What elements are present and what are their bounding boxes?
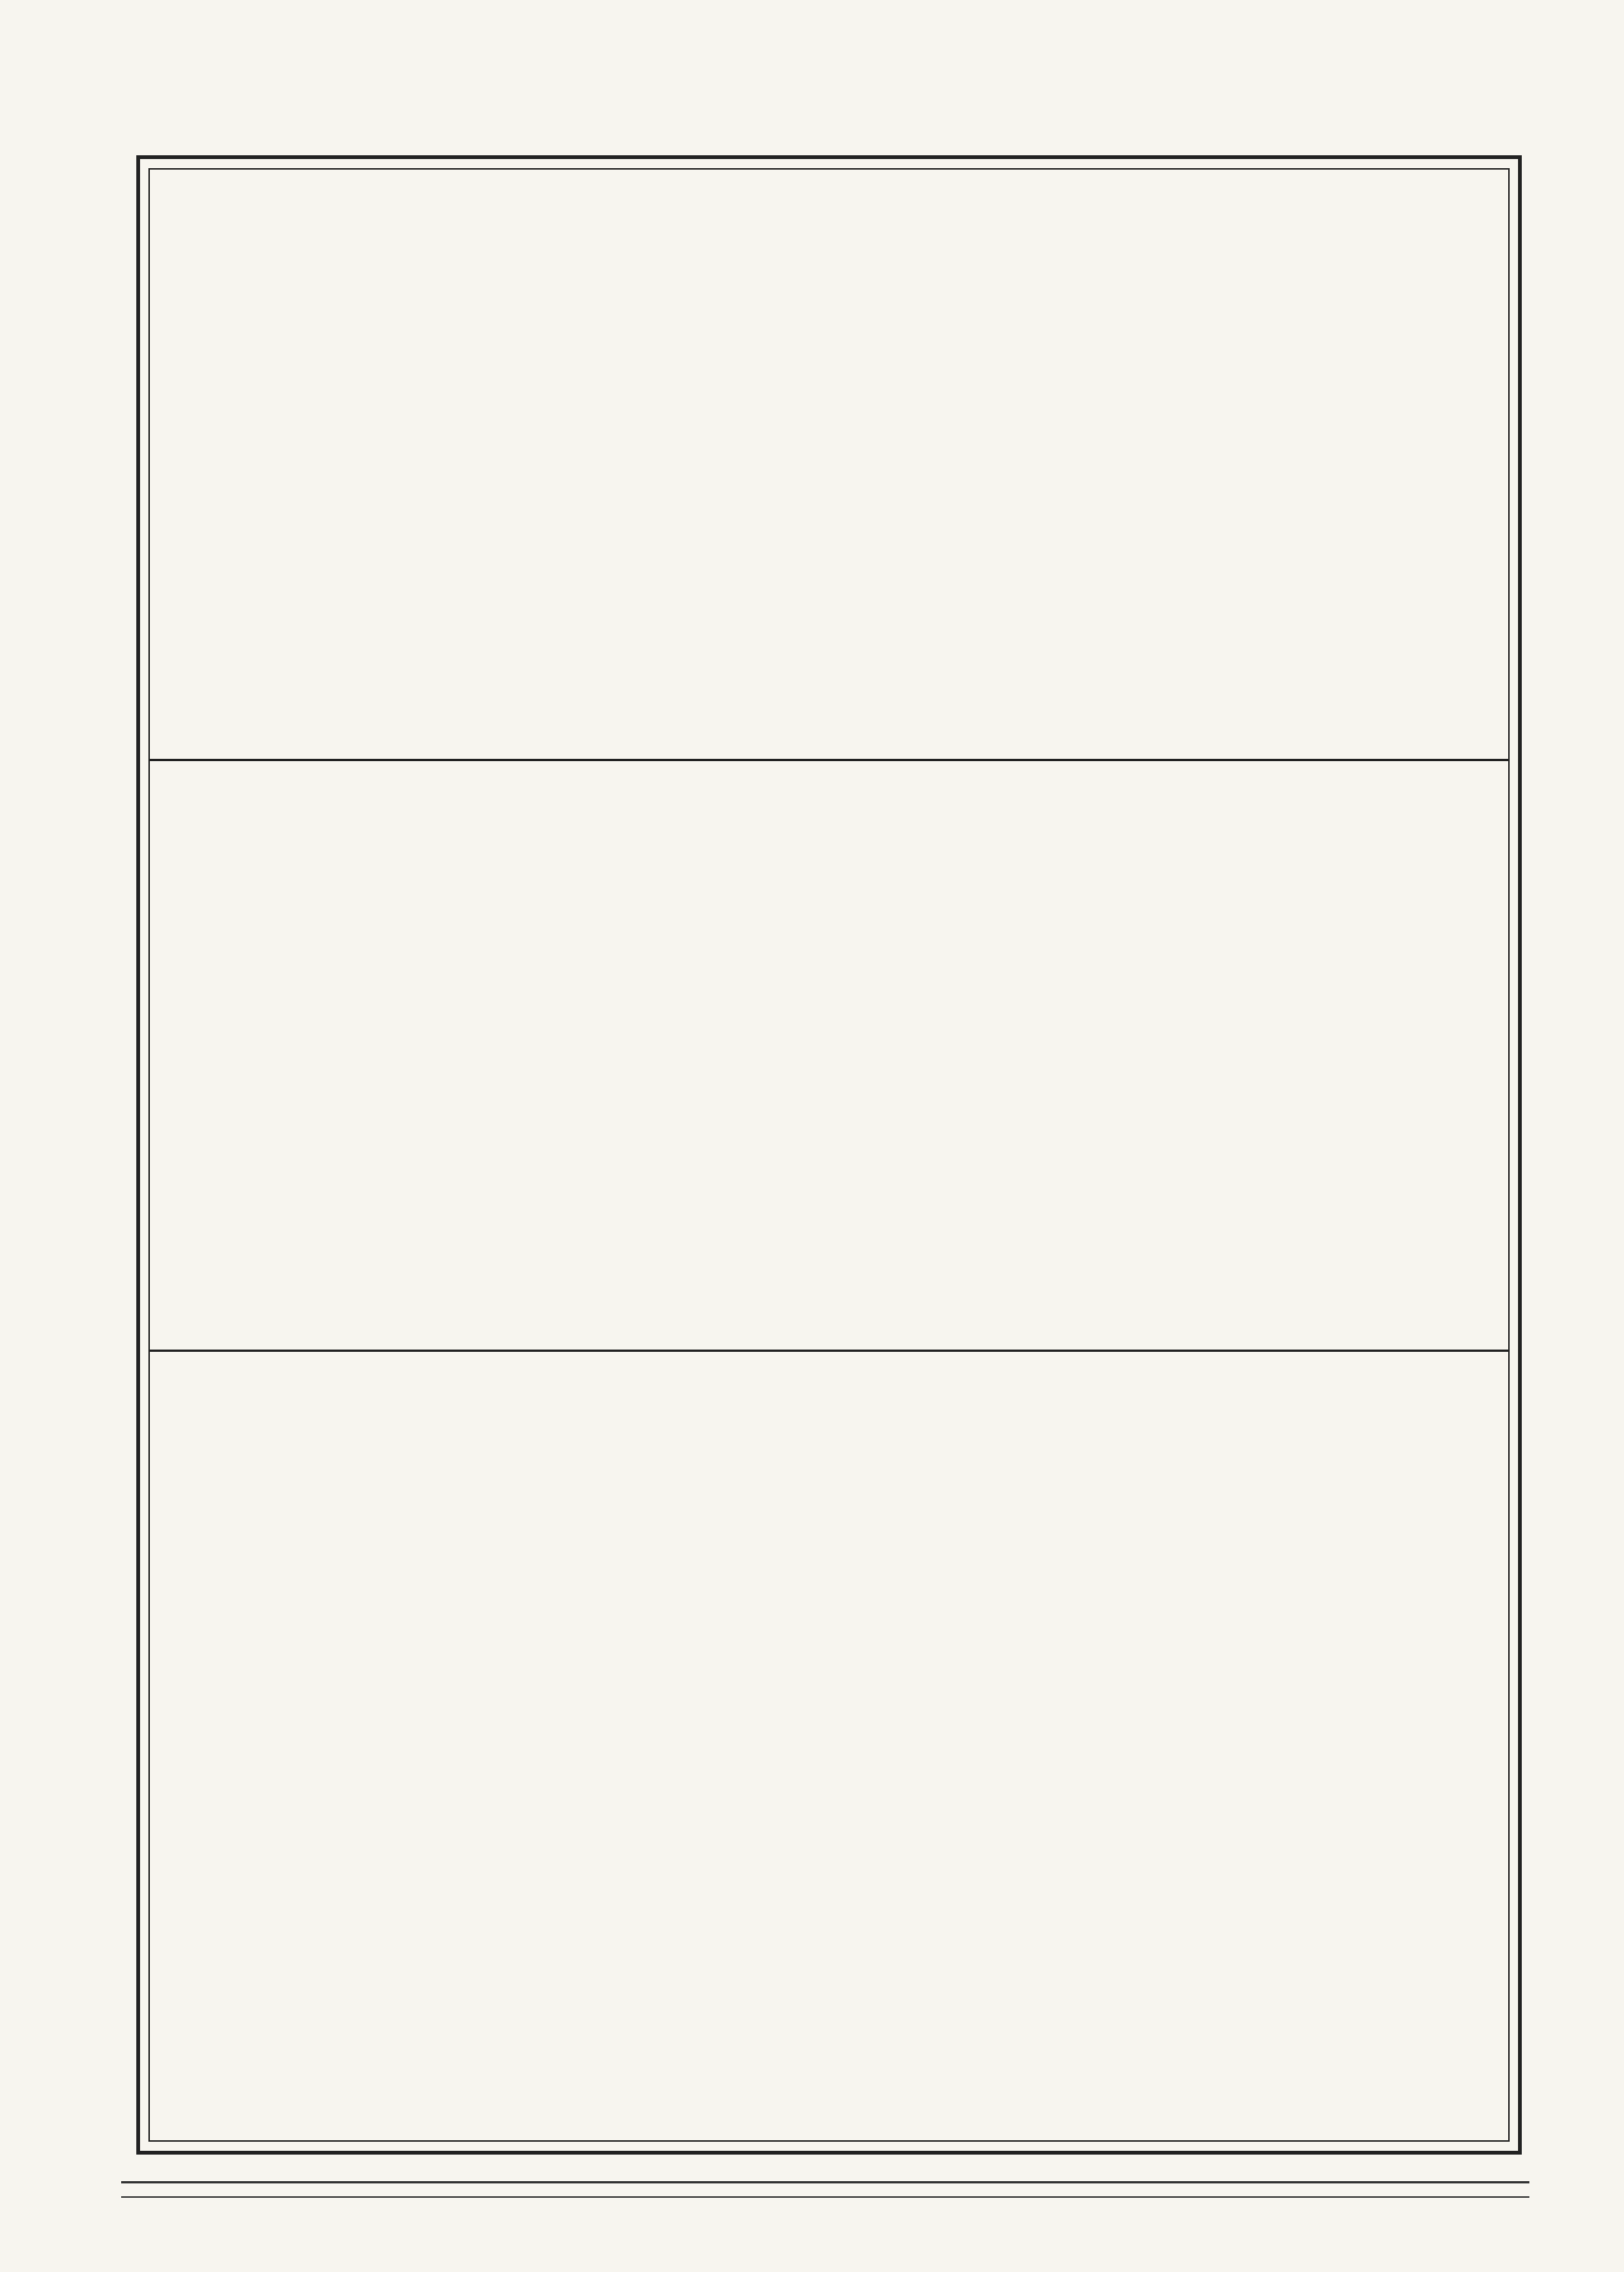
band-divider-2 xyxy=(148,1350,1510,1352)
band-middle xyxy=(155,766,1503,1344)
band-divider-1 xyxy=(148,759,1510,761)
footer-rule-1 xyxy=(121,2181,1529,2183)
band-top xyxy=(155,176,1503,753)
footer-rule-2 xyxy=(121,2196,1529,2198)
band-bottom xyxy=(155,1357,1503,2136)
